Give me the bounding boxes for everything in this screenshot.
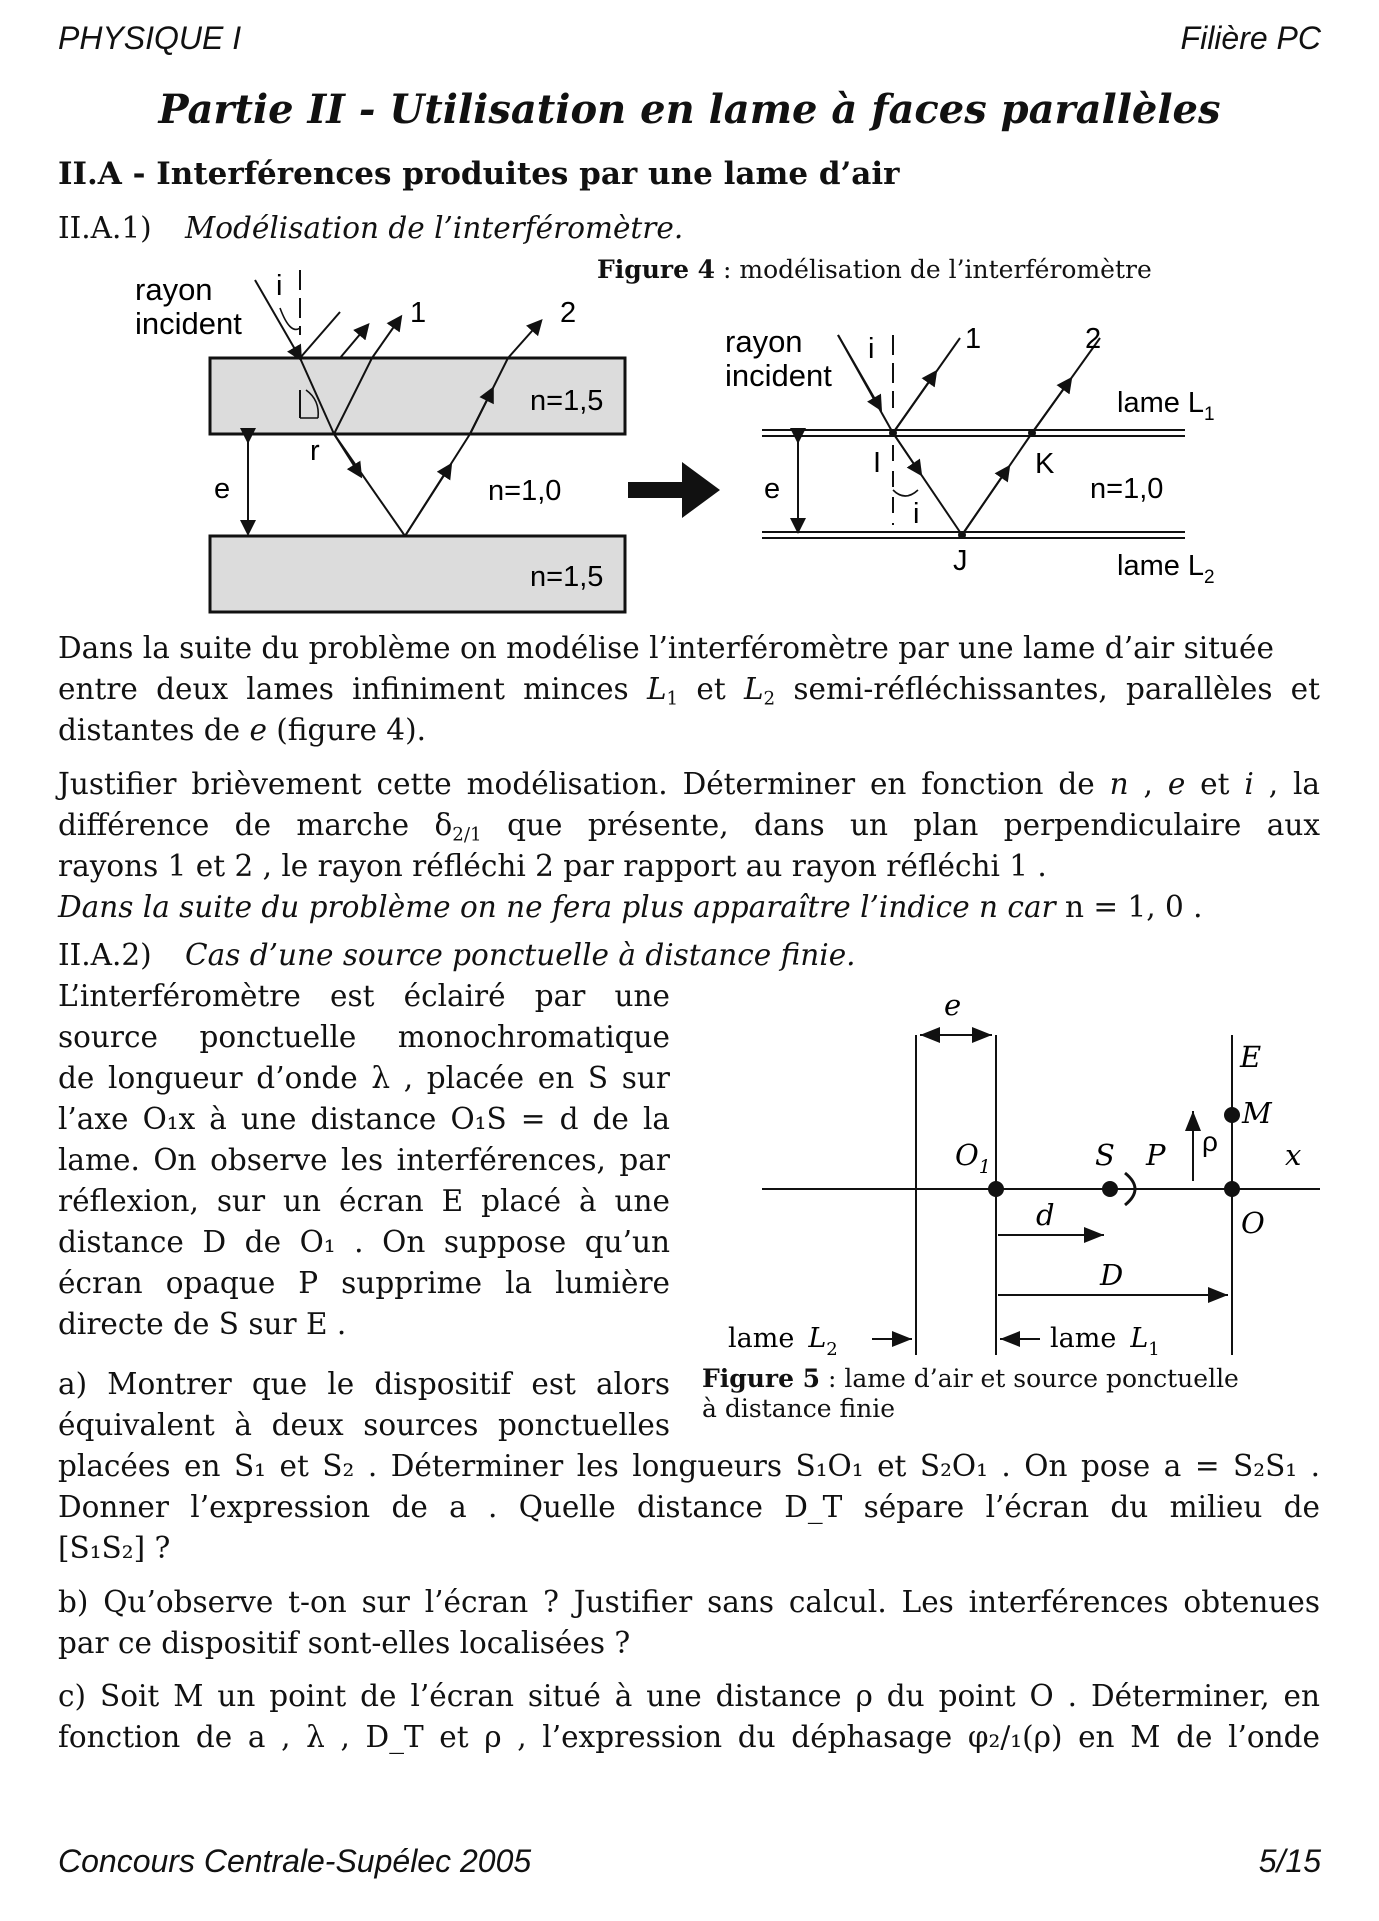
- fig4-right-angle-i-top: i: [868, 333, 875, 365]
- fig4-right-angle-i-bot: i: [913, 498, 920, 530]
- fig4-left-thickness-e: e: [214, 473, 231, 505]
- fig5-S-label: S: [1095, 1138, 1115, 1172]
- fig5-D-label: D: [1100, 1258, 1124, 1292]
- question-a: a) Montrer que le dispositif est alors équivalent à deux sources ponctuelles: [58, 1367, 670, 1442]
- fig5-x-label: x: [1285, 1138, 1302, 1172]
- figure-5-caption: Figure 5 : lame d’air et source ponctuelle à distance finie: [702, 1364, 1239, 1423]
- source-S: [1102, 1181, 1118, 1197]
- fig5-screen-E-label: E: [1240, 1040, 1262, 1074]
- fig5-lame-L2-label: lame $L_2$: [728, 1323, 838, 1355]
- footer-exam: Concours Centrale-Supélec 2005: [58, 1843, 532, 1879]
- point-O: [1224, 1181, 1240, 1197]
- figure-4-caption: Figure 4 : modélisation de l’interféromètre: [597, 255, 1152, 284]
- question-2-number: II.A.2): [58, 938, 152, 972]
- fig4-right-point-J: J: [953, 545, 968, 577]
- fig5-O-label: O: [1241, 1206, 1265, 1240]
- fig4-left-ray1: 1: [410, 297, 427, 329]
- fig4-left-n-top: n=1,5: [530, 385, 604, 417]
- fig5-e-label: e: [944, 988, 962, 1022]
- fig4-left-n-bot: n=1,5: [530, 561, 604, 593]
- footer-page-number: 5/15: [1258, 1843, 1321, 1879]
- fig4-right-rayon-label: rayon: [725, 324, 803, 359]
- figure-5-diagram: [700, 975, 1320, 1355]
- question-2-title: Cas d’une source ponctuelle à distance finie.: [185, 938, 856, 972]
- fig4-right-point-K: K: [1035, 448, 1055, 480]
- figure-4-left: [135, 270, 625, 612]
- fig4-left-rayon-label: rayon: [135, 272, 213, 307]
- question-a-continued: placées en S₁ et S₂ . Déterminer les longueurs S₁O₁ et S₂O₁ . On pose a = S₂S₁ . Donner l’expression de a . Quelle distance D_T sépare l’écran du milieu de [S₁S₂] ?: [58, 1449, 1320, 1565]
- fig4-right-lame-1: lame $L_1$: [1117, 387, 1215, 425]
- section-title: II.A - Interférences produites par une lame d’air: [58, 156, 900, 192]
- fig4-left-incident-label: incident: [135, 306, 242, 341]
- fig5-M-label: M: [1242, 1096, 1272, 1130]
- fig4-left-ray2: 2: [560, 297, 577, 329]
- paragraph-justifier: Justifier brièvement cette modélisation. Déterminer en fonction de n , e et i , la différence de marche $\delta_{2/1}$ que présente, dans un plan perpendiculaire aux rayons 1 et 2 , le rayon réfléchi 2 par rapport au rayon réfléchi 1 . Dans la suite du problème on ne fera plus apparaître l’indice n car n = 1, 0 .: [58, 767, 1321, 924]
- point-M: [1224, 1107, 1240, 1123]
- fig4-left-angle-r: r: [310, 435, 320, 467]
- fig5-O1-label: $O_1$: [955, 1138, 991, 1178]
- paragraph-modelisation: Dans la suite du problème on modélise l’interféromètre par une lame d’air située entre deux lames infiniment minces $L_1$ et $L_2$ semi-réfléchissantes, parallèles et distantes de e (figure 4).: [58, 631, 1320, 747]
- point-O1: [988, 1181, 1004, 1197]
- question-1-title: Modélisation de l’interféromètre.: [185, 211, 684, 245]
- figure-4-right: [725, 323, 1215, 588]
- fig4-right-n-mid: n=1,0: [1090, 473, 1164, 505]
- fig4-right-point-I: I: [873, 447, 882, 479]
- question-c: c) Soit M un point de l’écran situé à une distance ρ du point O . Déterminer, en fonction de a , λ , D_T et ρ , l’expression du déphasage φ₂/₁(ρ) en M de l’onde: [58, 1679, 1320, 1754]
- fig5-d-label: d: [1036, 1198, 1055, 1232]
- question-b: b) Qu’observe t-on sur l’écran ? Justifier sans calcul. Les interférences obtenues par ce dispositif sont-elles localisées ?: [58, 1585, 1320, 1660]
- paragraph-source-ponctuelle: L’interféromètre est éclairé par une source ponctuelle monochromatique de longueur d’onde λ , placée en S sur l’axe O₁x à une distance O₁S = d de la lame. On observe les interférences, par réflexion, sur un écran E placé à une distance D de O₁ . On suppose qu’un écran opaque P supprime la lumière directe de S sur E .: [58, 979, 670, 1341]
- fig4-right-ray2: 2: [1085, 323, 1102, 355]
- fig5-rho-label: ρ: [1202, 1126, 1218, 1157]
- fig4-right-lame-2: lame $L_2$: [1117, 550, 1215, 588]
- figure-4-diagram: [0, 240, 1379, 630]
- fig4-right-thickness-e: e: [764, 473, 781, 505]
- header-track: Filière PC: [1180, 20, 1321, 56]
- transform-arrow: [628, 462, 720, 518]
- fig5-lame-L1-label: lame $L_1$: [1050, 1323, 1160, 1355]
- fig5-P-label: P: [1146, 1138, 1166, 1172]
- fig4-right-incident-label: incident: [725, 358, 832, 393]
- question-2-heading: [58, 935, 856, 976]
- fig4-left-angle-i: i: [276, 270, 283, 302]
- fig4-right-ray1: 1: [965, 323, 982, 355]
- fig4-left-n-mid: n=1,0: [488, 475, 562, 507]
- header-subject: PHYSIQUE I: [58, 20, 242, 56]
- question-1-number: II.A.1): [58, 211, 152, 245]
- part-title: Partie II - Utilisation en lame à faces parallèles: [158, 86, 1221, 133]
